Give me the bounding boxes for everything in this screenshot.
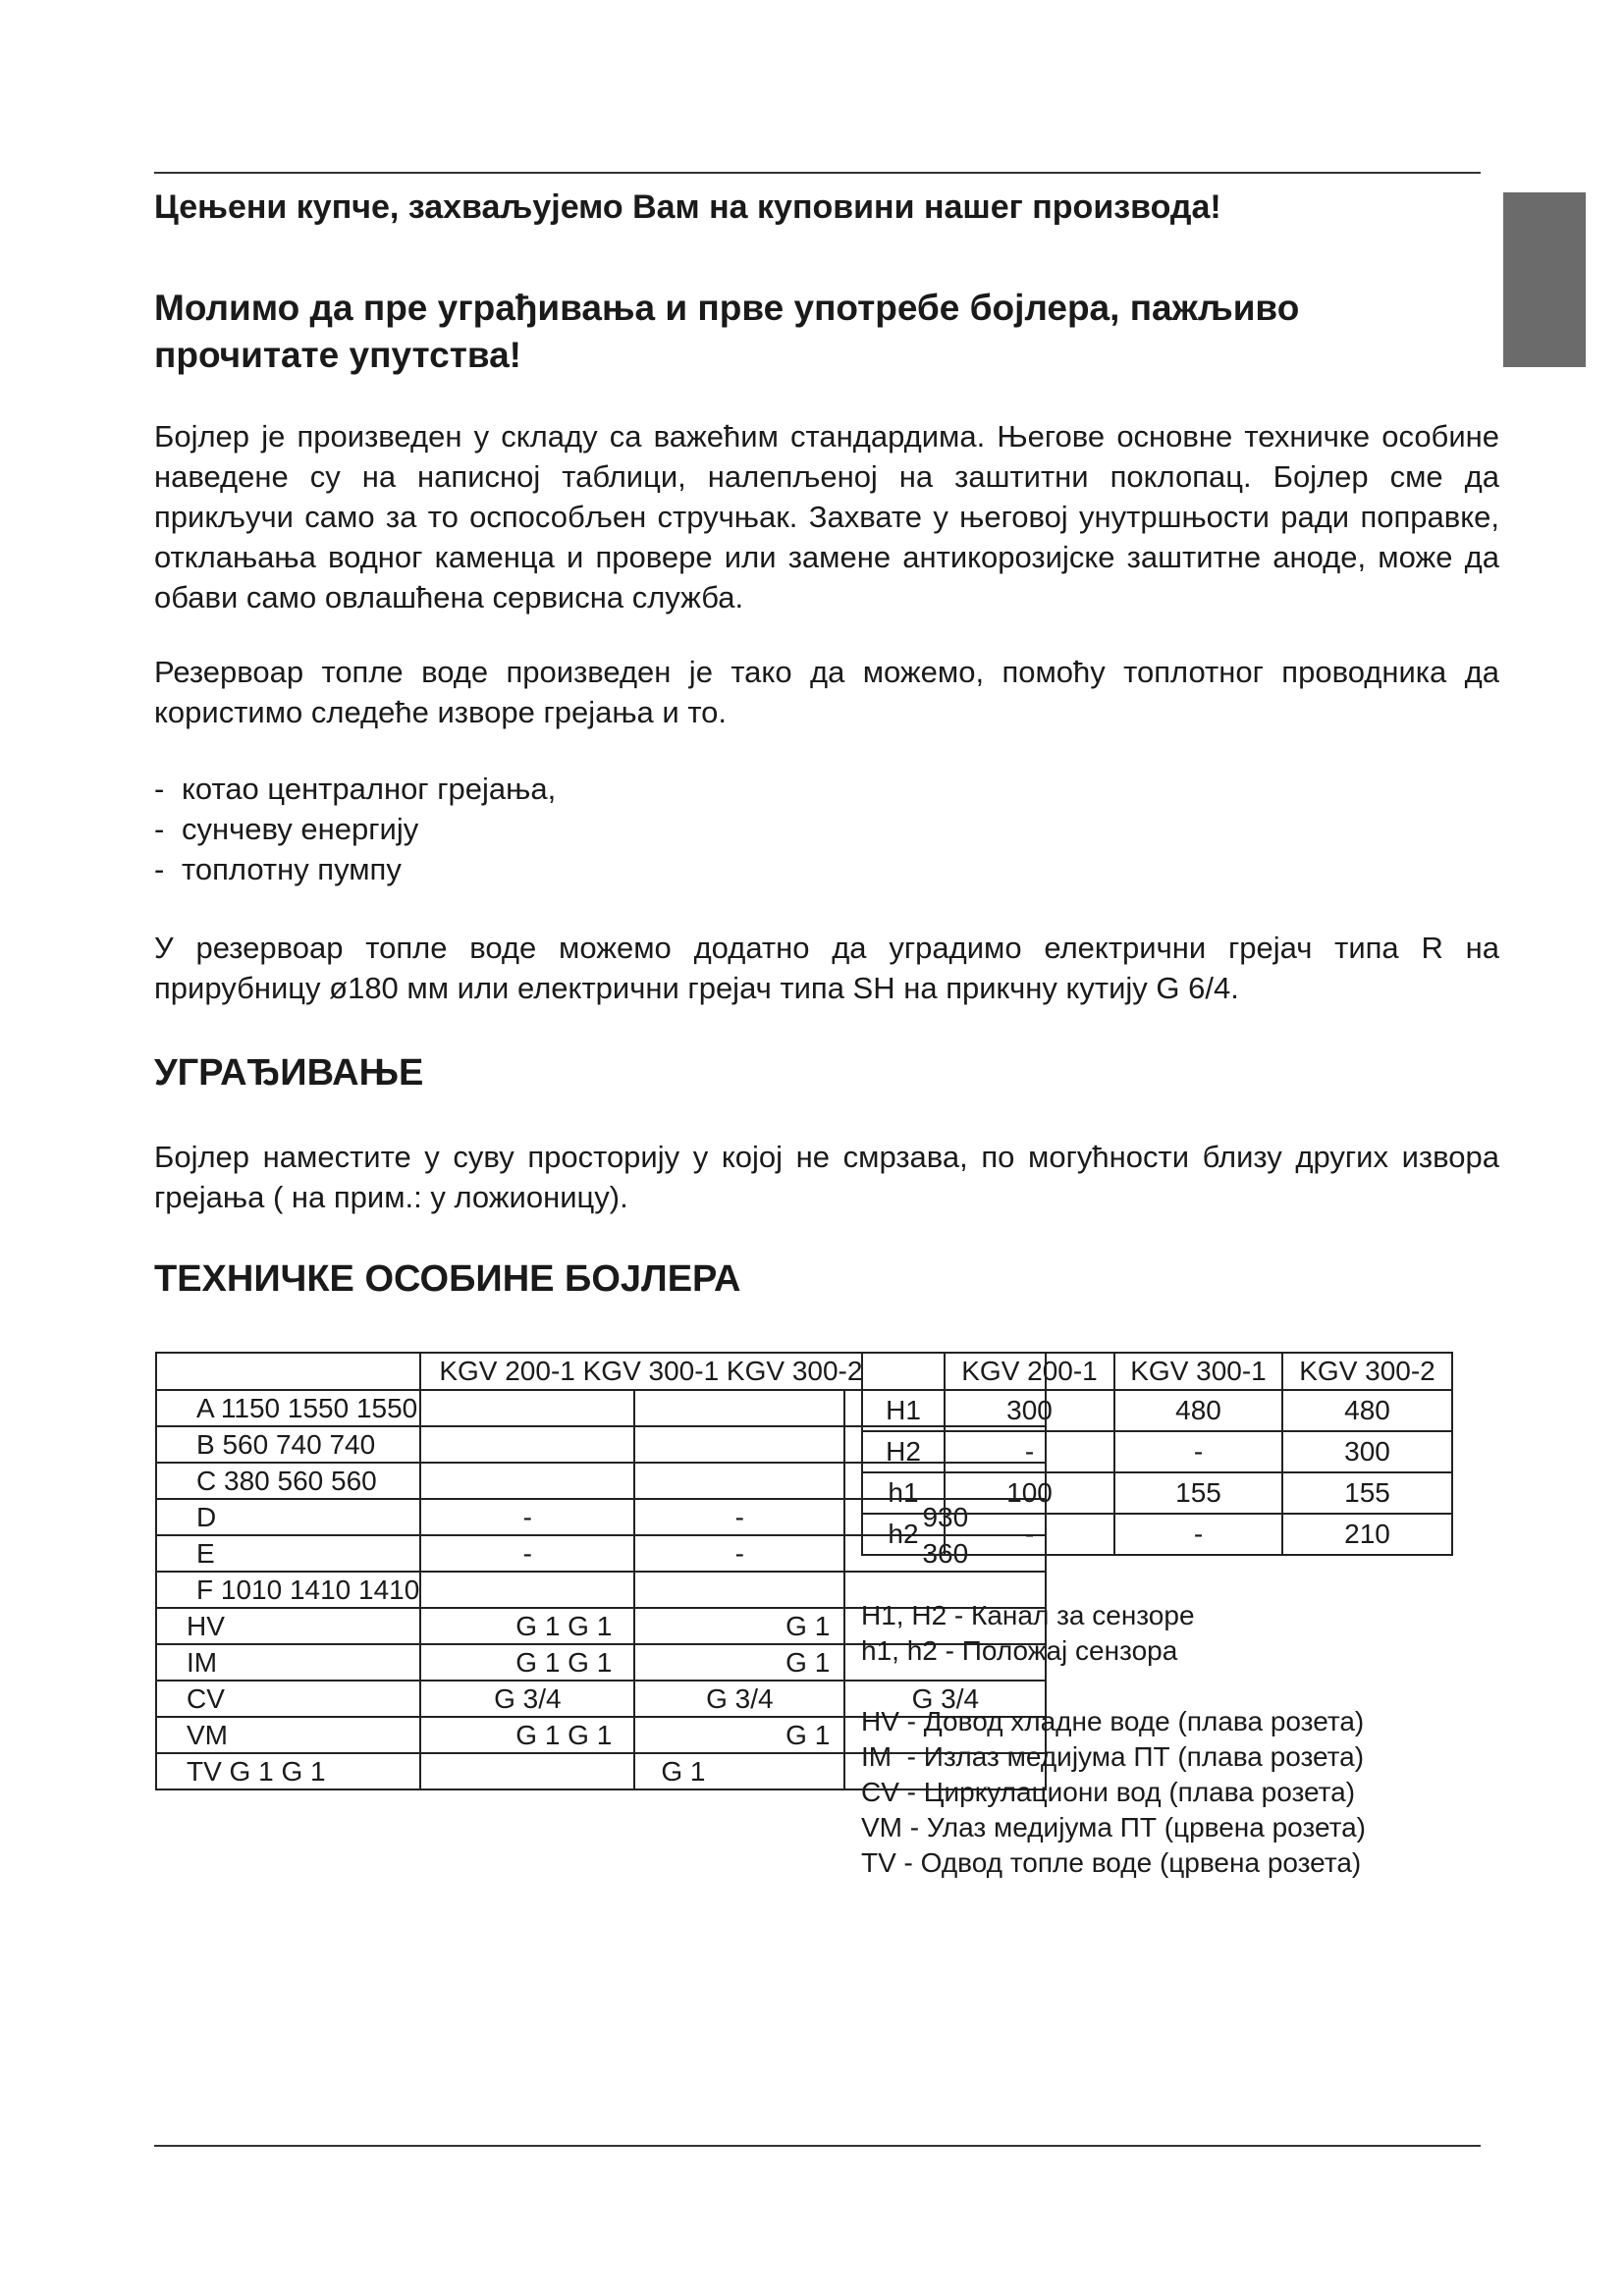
table-cell xyxy=(156,1353,420,1390)
electric-heater-paragraph-text: У резервоар топле воде можемо додатно да уградимо електрични грејач типа R на прирубницу ø180 мм или електрични грејач типа SH на прикчну кутију G 6/4. xyxy=(154,931,1499,1005)
list-item xyxy=(154,849,556,889)
installation-paragraph xyxy=(154,1137,1499,1217)
table-row xyxy=(862,1431,1452,1472)
legend-item: HV - Довод хладне воде (плава розета) xyxy=(861,1706,1365,1736)
list-item xyxy=(154,769,556,809)
table-row xyxy=(862,1472,1452,1514)
list-item-text: топлотну пумпу xyxy=(182,852,402,886)
table-header-row xyxy=(862,1353,1452,1390)
sensor-legend xyxy=(861,1598,1195,1669)
table-cell: CV xyxy=(156,1681,420,1717)
installation-paragraph-text: Бојлер наместите у суву просторију у којој не смрзава, по могућности близу других извора грејања ( на прим.: у ложионицу). xyxy=(154,1140,1499,1214)
technical-specs-heading: ТЕХНИЧКЕ ОСОБИНЕ БОЈЛЕРА xyxy=(154,1258,741,1300)
table-cell xyxy=(420,1426,634,1463)
table-row xyxy=(862,1390,1452,1431)
table-cell: G 3/4 xyxy=(844,1681,1046,1717)
table-cell xyxy=(420,1463,634,1499)
table-cell: G 1 G 1 xyxy=(420,1644,634,1681)
table-cell: 210 xyxy=(1282,1514,1452,1555)
list-dash: - xyxy=(154,852,165,886)
table-cell: G 1 xyxy=(634,1608,844,1644)
table-cell: F 1010 1410 1410 xyxy=(156,1572,420,1608)
table-cell: G 1 xyxy=(634,1644,844,1681)
top-rule xyxy=(154,172,1481,174)
table-cell xyxy=(420,1390,634,1426)
connections-legend xyxy=(861,1704,1366,1881)
table-cell: 155 xyxy=(1282,1472,1452,1514)
table-cell: 480 xyxy=(1114,1390,1282,1431)
table-cell xyxy=(420,1753,634,1789)
table-cell: TV G 1 G 1 xyxy=(156,1753,420,1789)
table-row xyxy=(862,1514,1452,1555)
list-item-text: котао централног грејања, xyxy=(182,772,557,806)
table-cell: IM xyxy=(156,1644,420,1681)
heat-sources-paragraph xyxy=(154,652,1499,732)
table-cell: - xyxy=(420,1535,634,1572)
table-cell: - xyxy=(634,1535,844,1572)
list-item-text: сунчеву енергију xyxy=(182,812,419,846)
table-cell: 155 xyxy=(1114,1472,1282,1514)
table-cell: G 3/4 xyxy=(634,1681,844,1717)
table-cell: 480 xyxy=(1282,1390,1452,1431)
electric-heater-paragraph xyxy=(154,928,1499,1008)
table-cell: - xyxy=(420,1499,634,1535)
table-cell: 100 xyxy=(945,1472,1114,1514)
table-cell xyxy=(634,1426,844,1463)
legend-item: CV - Циркулациони вод (плава розета) xyxy=(861,1777,1356,1807)
legend-item: IM - Излаз медијума ПТ (плава розета) xyxy=(861,1741,1365,1772)
table-cell: 930 xyxy=(844,1499,1046,1535)
table-cell xyxy=(634,1572,844,1608)
bottom-rule xyxy=(154,2145,1481,2147)
language-tab-marker xyxy=(1503,192,1586,367)
table-cell: h1 xyxy=(862,1472,945,1514)
table-cell: B 560 740 740 xyxy=(156,1426,420,1463)
table-cell xyxy=(634,1463,844,1499)
table-cell: h2 xyxy=(862,1514,945,1555)
legend-item: TV - Одвод топле воде (црвена розета) xyxy=(861,1847,1362,1878)
list-dash: - xyxy=(154,812,165,846)
table-cell: G 3/4 xyxy=(420,1681,634,1717)
table-cell: H1 xyxy=(862,1390,945,1431)
intro-paragraph-text: Бојлер је произведен у складу са важећим стандардима. Његове основне техничке особине наведене су на написној таблици, налепљеној на заштитни поклопац. Бојлер сме да прикључи само за то оспособљен стручњак. Захвате у његовој унутршњости ради поправке, отклањања водног каменца и провере или замене антикорозијске заштитне аноде, може да обави само овлашћена сервисна служба. xyxy=(154,419,1499,614)
table-cell: G 1 xyxy=(634,1717,844,1753)
table-cell: G 1 G 1 xyxy=(420,1717,634,1753)
table-header-cell xyxy=(862,1353,945,1390)
table-cell: - xyxy=(945,1514,1114,1555)
table-cell: A 1150 1550 1550 xyxy=(156,1390,420,1426)
list-item xyxy=(154,809,556,849)
list-dash: - xyxy=(154,772,165,806)
table-cell xyxy=(420,1572,634,1608)
table-header-cell: KGV 300-2 xyxy=(1282,1353,1452,1390)
table-cell: HV xyxy=(156,1608,420,1644)
table-header-text: KGV 200-1 KGV 300-1 KGV 300-2 xyxy=(439,1356,863,1386)
table-cell: 300 xyxy=(945,1390,1114,1431)
table-cell: 300 xyxy=(1282,1431,1452,1472)
table-cell: 360 xyxy=(844,1535,1046,1572)
table-cell: - xyxy=(1114,1431,1282,1472)
intro-paragraph xyxy=(154,416,1499,617)
table-header-cell: KGV 200-1 xyxy=(945,1353,1114,1390)
read-instructions-notice: Молимо да пре уграђивања и прве употребе бојлера, пажљиво прочитате упутства! xyxy=(154,288,1300,375)
table-cell: - xyxy=(945,1431,1114,1472)
legend-item: VM - Улаз медијума ПТ (црвена розета) xyxy=(861,1812,1366,1842)
table-cell: G 1 G 1 xyxy=(420,1608,634,1644)
table-cell xyxy=(634,1390,844,1426)
greeting-heading: Цењени купче, захваљујемо Вам на куповини нашег производа! xyxy=(154,188,1221,226)
legend-item: H1, H2 - Канал за сензоре xyxy=(861,1600,1195,1630)
table-cell: H2 xyxy=(862,1431,945,1472)
table-cell: C 380 560 560 xyxy=(156,1463,420,1499)
table-header-cell: KGV 300-1 xyxy=(1114,1353,1282,1390)
table-cell: VM xyxy=(156,1717,420,1753)
table-cell: D xyxy=(156,1499,420,1535)
heat-sources-paragraph-text: Резервоар топле воде произведен је тако да можемо, помоћу топлотног проводника да користимо следеће изворе грејања и то. xyxy=(154,655,1499,729)
table-cell: E xyxy=(156,1535,420,1572)
heat-sources-list xyxy=(154,769,556,889)
installation-heading: УГРАЂИВАЊЕ xyxy=(154,1052,424,1094)
table-cell: - xyxy=(1114,1514,1282,1555)
table-cell: G 1 xyxy=(634,1753,844,1789)
legend-item: h1, h2 - Положај сензора xyxy=(861,1635,1178,1666)
sensor-table xyxy=(861,1352,1453,1556)
table-cell: - xyxy=(634,1499,844,1535)
